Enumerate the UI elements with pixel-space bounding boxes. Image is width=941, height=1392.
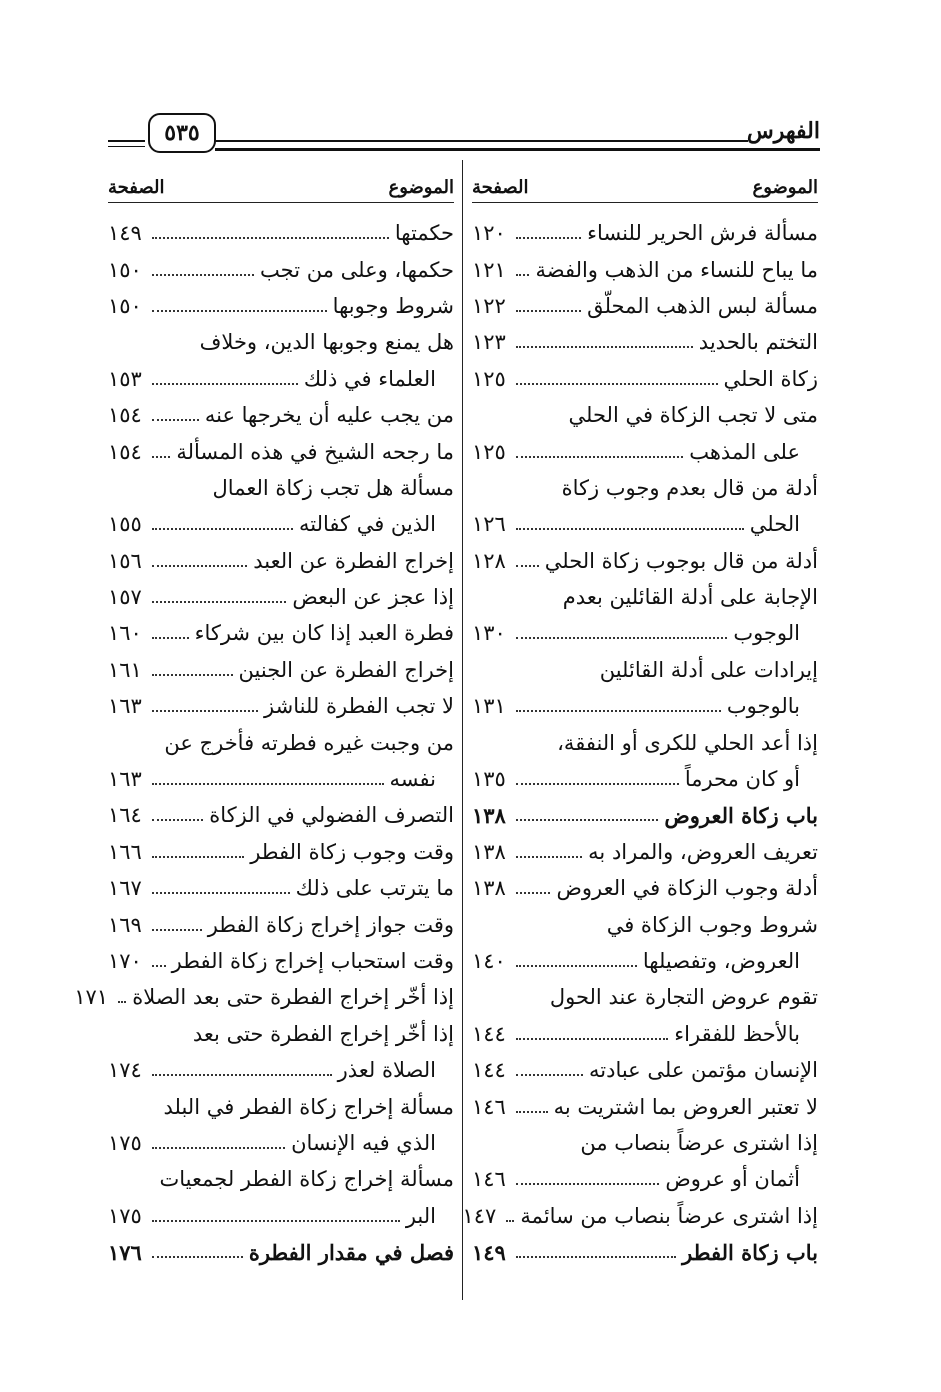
entry-page-number: ١٦٩ — [108, 912, 142, 937]
index-entry — [108, 1234, 454, 1270]
entry-topic: وقت وجوب زكاة الفطر — [250, 839, 454, 864]
entry-page-number: ١٤٩ — [108, 221, 142, 246]
entry-page-number: ١٣٥ — [472, 767, 506, 792]
entry-topic: العروض، وتفصيلها — [642, 949, 800, 973]
entry-page-number: ١٦٠ — [108, 621, 142, 646]
index-entry — [472, 1125, 818, 1161]
entry-topic: مسألة إخراج زكاة الفطر لجمعيات — [159, 1167, 454, 1192]
entry-page-number: ١٢٠ — [472, 221, 506, 246]
index-entry — [472, 361, 818, 397]
dot-leader — [152, 1147, 285, 1149]
entry-topic: زكاة الحلي — [723, 366, 818, 391]
index-entry — [108, 652, 454, 688]
page-number: ٥٣٥ — [148, 113, 216, 153]
column-header — [108, 172, 454, 203]
entry-page-number: ١٣٨ — [472, 876, 506, 901]
index-entry — [472, 1088, 818, 1124]
entry-topic: مسألة هل تجب زكاة العمال — [212, 475, 454, 500]
index-entry — [108, 1198, 454, 1234]
entry-topic: شروط وجوبها — [332, 293, 454, 318]
entry-topic: أدلة من قال بعدم وجوب زكاة — [561, 475, 818, 500]
dot-leader — [516, 237, 581, 239]
dot-leader — [152, 237, 389, 239]
dot-leader — [152, 783, 384, 785]
entry-page-number: ١٢٢ — [472, 293, 506, 318]
entry-topic: من وجبت غيره فطرته فأخرج عن — [164, 730, 454, 755]
entry-topic: مسألة فرش الحرير للنساء — [587, 221, 818, 246]
entry-topic: ما رجحه الشيخ في هذه المسألة — [176, 439, 454, 464]
entry-topic: باب زكاة الفطر — [682, 1239, 818, 1265]
entry-topic: الوجوب — [733, 621, 800, 646]
index-entry — [108, 943, 454, 979]
dot-leader — [152, 274, 254, 276]
index-entry — [108, 688, 454, 724]
entry-topic: العلماء في ذلك — [303, 366, 436, 391]
entry-topic: الإنسان مؤتمن على عبادته — [588, 1058, 818, 1083]
entry-topic: على المذهب — [689, 439, 800, 464]
index-entry — [108, 470, 454, 506]
dot-leader — [516, 892, 550, 894]
dot-leader — [516, 856, 582, 858]
dot-leader — [152, 383, 298, 385]
entry-page-number: ١٤٦ — [472, 1167, 506, 1192]
entry-topic: الصلاة لعذر — [337, 1058, 436, 1083]
index-entry — [108, 870, 454, 906]
index-entry — [472, 1234, 818, 1270]
index-entry — [108, 397, 454, 433]
index-entry — [108, 433, 454, 469]
header-rule — [215, 148, 820, 151]
entry-topic: الذي فيه الإنسان — [291, 1130, 436, 1155]
entry-topic: إذا عجز عن البعض — [292, 585, 454, 610]
dot-leader — [152, 1256, 243, 1258]
entry-topic: الذين في كفالته — [299, 512, 436, 537]
index-entry — [472, 543, 818, 579]
index-entry — [472, 724, 818, 760]
entry-topic: الإجابة على أدلة القائلين بعدم — [562, 585, 818, 610]
index-entry — [462, 1198, 818, 1234]
entry-page-number: ١٤٠ — [472, 949, 506, 973]
index-entry — [108, 543, 454, 579]
entry-page-number: ١٣٠ — [472, 621, 506, 646]
dot-leader — [516, 528, 744, 530]
entry-page-number: ١٥٤ — [108, 403, 142, 428]
index-entry — [108, 215, 454, 251]
entry-page-number: ١٥٠ — [108, 293, 142, 318]
entry-topic: إذا اشترى عرضاً بنصاب من — [580, 1130, 818, 1155]
entry-page-number: ١٤٩ — [472, 1239, 506, 1265]
entry-topic: من يجب عليه أن يخرجها عنه — [204, 403, 454, 428]
index-column-left — [74, 172, 454, 1270]
entry-page-number: ١٢٣ — [472, 330, 506, 355]
index-entry — [108, 324, 454, 360]
dot-leader — [152, 565, 247, 567]
index-entry — [108, 1125, 454, 1161]
topic-column-label: الموضوع — [388, 176, 454, 198]
running-title: الفهرس — [746, 118, 820, 144]
entry-topic: إذا اشترى عرضاً بنصاب من سائمة — [520, 1203, 818, 1228]
entry-page-number: ١٥٣ — [108, 366, 142, 391]
index-entry — [108, 615, 454, 651]
entry-page-number: ١٦١ — [108, 657, 142, 682]
dot-leader — [118, 1001, 126, 1003]
index-entry — [108, 834, 454, 870]
header-rule — [215, 140, 748, 142]
dot-leader — [516, 456, 683, 458]
index-entry — [472, 324, 818, 360]
entry-topic: إيرادات على أدلة القائلين — [599, 657, 818, 682]
index-column-right — [462, 172, 818, 1270]
entry-page-number: ١٧٥ — [108, 1130, 142, 1155]
entry-topic: ما يباح للنساء من الذهب والفضة — [535, 257, 818, 282]
column-header — [472, 172, 818, 203]
dot-leader — [152, 1074, 332, 1076]
page-column-label: الصفحة — [472, 176, 529, 198]
index-entry — [472, 1016, 818, 1052]
index-entry — [472, 615, 818, 651]
dot-leader — [152, 637, 189, 639]
dot-leader — [516, 565, 539, 567]
entry-page-number: ١٦٦ — [108, 839, 142, 864]
entry-topic: حكمها، وعلى من تجب — [260, 257, 454, 282]
index-entry — [472, 906, 818, 942]
index-entry — [472, 943, 818, 979]
dot-leader — [152, 528, 293, 530]
entry-topic: هل يمنع وجوبها الدين، وخلاف — [199, 330, 454, 355]
entry-page-number: ١٧٤ — [108, 1058, 142, 1083]
index-entry — [108, 1161, 454, 1197]
entry-topic: وقت جواز إخراج زكاة الفطر — [207, 912, 454, 937]
index-entry — [108, 288, 454, 324]
index-entry — [472, 688, 818, 724]
dot-leader — [516, 274, 529, 276]
index-entry — [472, 979, 818, 1015]
index-entry — [472, 215, 818, 251]
index-entries — [462, 215, 818, 1270]
entry-topic: الحلي — [749, 512, 800, 537]
entry-page-number: ١٥٤ — [108, 439, 142, 464]
dot-leader — [516, 1256, 676, 1258]
index-entry — [108, 251, 454, 287]
dot-leader — [516, 819, 658, 821]
index-entry — [472, 797, 818, 833]
entry-page-number: ١٤٤ — [472, 1021, 506, 1046]
entry-page-number: ١٢٦ — [472, 512, 506, 537]
dot-leader — [152, 892, 290, 894]
dot-leader — [152, 419, 199, 421]
entry-topic: أدلة وجوب الزكاة في العروض — [556, 876, 818, 901]
index-entry — [472, 397, 818, 433]
header-rule — [108, 146, 145, 147]
entry-topic: إذا أخّر إخراج الفطرة حتى بعد الصلاة — [132, 985, 454, 1010]
entry-page-number: ١٧٠ — [108, 949, 142, 973]
entry-page-number: ١٤٦ — [472, 1094, 506, 1119]
index-entry — [472, 433, 818, 469]
entry-page-number: ١٣٨ — [472, 839, 506, 864]
dot-leader — [152, 929, 202, 931]
dot-leader — [516, 310, 581, 312]
page-header — [108, 110, 820, 158]
entry-page-number: ١٤٧ — [462, 1203, 497, 1228]
dot-leader — [516, 637, 727, 639]
dot-leader — [516, 346, 693, 348]
column-divider — [462, 160, 463, 1300]
entry-page-number: ١٧٥ — [108, 1203, 142, 1228]
entry-topic: وقت استحباب إخراج زكاة الفطر — [171, 949, 454, 973]
index-entry — [472, 506, 818, 542]
index-entry — [108, 906, 454, 942]
dot-leader — [516, 710, 721, 712]
entry-topic: ما يترتب على ذلك — [295, 876, 454, 901]
entry-page-number: ١٤٤ — [472, 1058, 506, 1083]
index-entry — [472, 652, 818, 688]
entry-page-number: ١٢١ — [472, 257, 506, 282]
entry-topic: فطرة العبد إذا كان بين شركاء — [194, 621, 454, 646]
entry-topic: إذا أخّر إخراج الفطرة حتى بعد — [192, 1021, 454, 1046]
entry-page-number: ١٣٨ — [472, 802, 506, 828]
index-entry — [472, 1052, 818, 1088]
entry-page-number: ١٢٥ — [472, 439, 506, 464]
dot-leader — [152, 601, 286, 603]
topic-column-label: الموضوع — [752, 176, 818, 198]
index-entry — [108, 506, 454, 542]
dot-leader — [516, 1074, 583, 1076]
index-entry — [472, 470, 818, 506]
entry-topic: إخراج الفطرة عن العبد — [253, 548, 454, 573]
index-entry — [108, 761, 454, 797]
index-entry — [108, 1052, 454, 1088]
dot-leader — [152, 856, 244, 858]
entry-topic: شروط وجوب الزكاة في — [606, 912, 818, 937]
entry-page-number: ١٦٤ — [108, 803, 142, 828]
entry-page-number: ١٥٥ — [108, 512, 142, 537]
entry-topic: البر — [405, 1203, 436, 1228]
entry-topic: مسألة لبس الذهب المحلّق — [587, 293, 818, 318]
header-rule — [108, 140, 145, 142]
entry-topic: تعريف العروض، والمراد به — [588, 839, 818, 864]
index-entry — [472, 251, 818, 287]
entry-page-number: ١٧١ — [74, 985, 109, 1010]
index-entry — [108, 1088, 454, 1124]
entry-topic: فصل في مقدار الفطرة — [248, 1239, 454, 1265]
index-entry — [108, 579, 454, 615]
entry-topic: متى لا تجب الزكاة في الحلي — [568, 403, 818, 428]
entry-page-number: ١٥٠ — [108, 257, 142, 282]
index-entry — [108, 724, 454, 760]
entry-topic: باب زكاة العروض — [664, 802, 818, 828]
page-column-label: الصفحة — [108, 176, 165, 198]
entry-topic: التصرف الفضولي في الزكاة — [209, 803, 454, 828]
index-entry — [472, 870, 818, 906]
entry-topic: لا تجب الفطرة للناشز — [264, 694, 454, 719]
entry-topic: لا تعتبر العروض بما اشتريت به — [553, 1094, 818, 1119]
index-entry — [472, 834, 818, 870]
entry-page-number: ١٢٨ — [472, 548, 506, 573]
entry-topic: إخراج الفطرة عن الجنين — [238, 657, 454, 682]
index-entry — [108, 797, 454, 833]
entry-page-number: ١٢٥ — [472, 366, 506, 391]
entry-page-number: ١٦٣ — [108, 694, 142, 719]
dot-leader — [516, 1038, 668, 1040]
entry-page-number: ١٦٧ — [108, 876, 142, 901]
entry-topic: بالأحظ للفقراء — [674, 1021, 800, 1046]
dot-leader — [516, 1183, 659, 1185]
dot-leader — [152, 456, 170, 458]
entry-page-number: ١٦٣ — [108, 767, 142, 792]
index-entry — [472, 761, 818, 797]
entry-page-number: ١٧٦ — [108, 1239, 142, 1265]
entry-page-number: ١٥٧ — [108, 585, 142, 610]
entry-topic: تقوم عروض التجارة عند الحول — [549, 985, 818, 1010]
dot-leader — [152, 310, 327, 312]
dot-leader — [516, 783, 679, 785]
dot-leader — [152, 1220, 400, 1222]
entry-page-number: ١٥٦ — [108, 548, 142, 573]
entry-topic: أدلة من قال بوجوب زكاة الحلي — [544, 548, 818, 573]
index-entry — [108, 361, 454, 397]
entry-topic: أو كان محرماً — [684, 767, 800, 792]
entry-topic: مسألة إخراج زكاة الفطر في البلد — [163, 1094, 454, 1119]
dot-leader — [152, 965, 166, 967]
dot-leader — [152, 710, 258, 712]
entry-topic: بالوجوب — [726, 694, 800, 719]
dot-leader — [516, 1111, 548, 1113]
dot-leader — [516, 965, 637, 967]
dot-leader — [506, 1220, 514, 1222]
dot-leader — [516, 383, 718, 385]
index-entries — [74, 215, 454, 1270]
index-entry — [472, 1161, 818, 1197]
index-entry — [472, 288, 818, 324]
entry-topic: حكمتها — [394, 221, 454, 246]
index-entry — [108, 1016, 454, 1052]
entry-topic: إذا أعد الحلي للكرى أو النفقة، — [557, 730, 818, 755]
entry-topic: أثمان أو عروض — [665, 1167, 800, 1192]
entry-page-number: ١٣١ — [472, 694, 506, 719]
index-entry — [74, 979, 454, 1015]
entry-topic: التختم بالحديد — [698, 330, 818, 355]
dot-leader — [152, 819, 203, 821]
index-entry — [472, 579, 818, 615]
dot-leader — [152, 674, 233, 676]
entry-topic: نفسه — [389, 767, 436, 792]
